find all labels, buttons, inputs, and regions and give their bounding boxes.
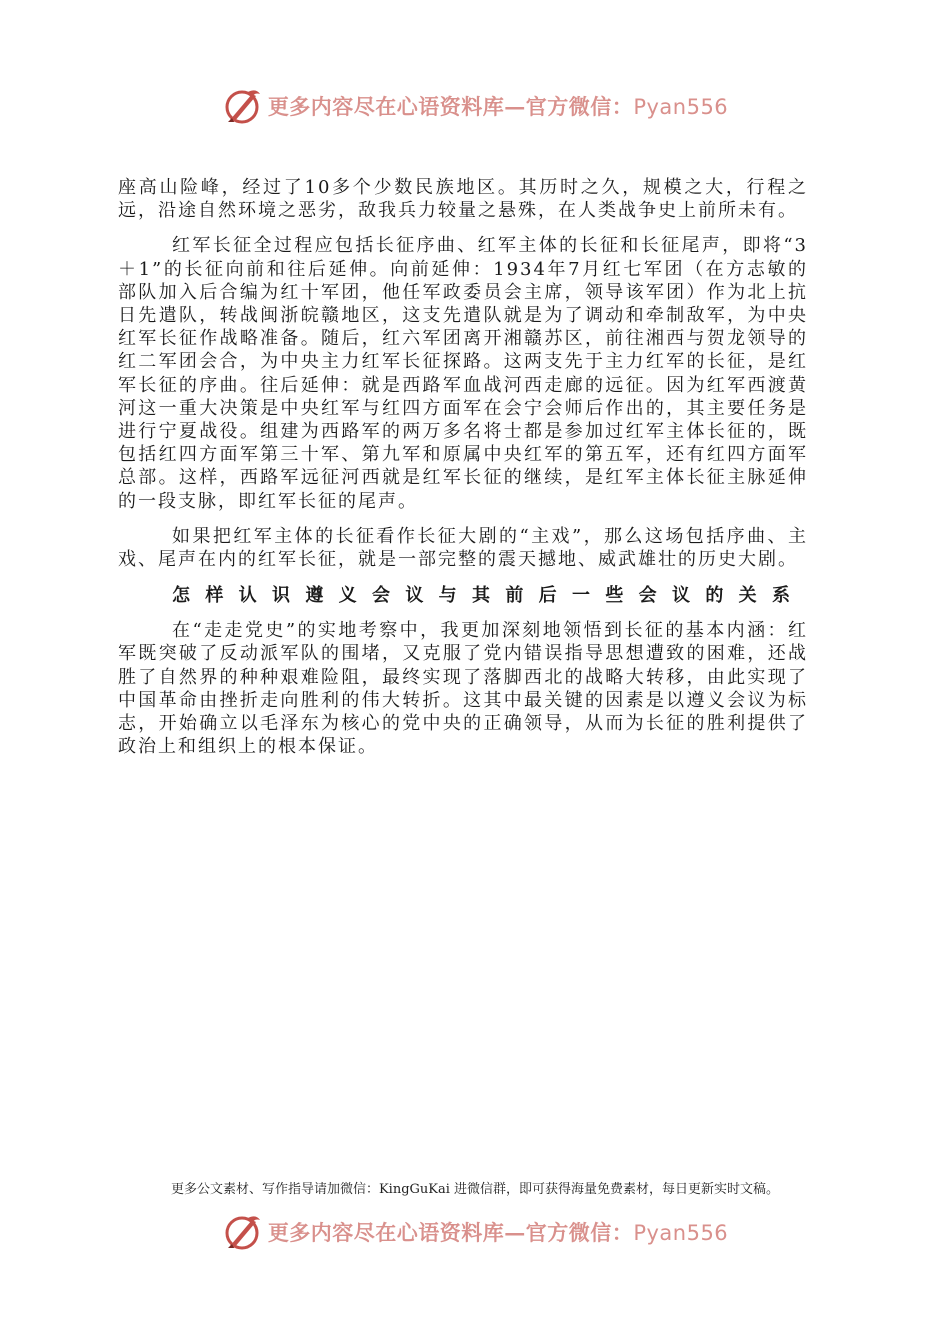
paragraph-3: 如果把红军主体的长征看作长征大剧的“主戏”，那么这场包括序曲、主戏、尾声在内的红军长征，就是一部完整的震天撼地、威武雄壮的历史大剧。 — [118, 525, 808, 571]
watermark-text: 更多内容尽在心语资料库—官方微信：Pyan556 — [267, 94, 729, 119]
watermark-header — [0, 84, 950, 128]
pen-logo-icon — [222, 1212, 262, 1252]
paragraph-4: 在“走走党史”的实地考察中，我更加深刻地领悟到长征的基本内涵：红军既突破了反动派军队的围堵，又克服了党内错误指导思想遭致的困难，还战胜了自然界的种种艰难险阻，最终实现了落脚西北的战略大转移，由此实现了中国革命由挫折走向胜利的伟大转折。这其中最关键的因素是以遵义会议为标志，开始确立以毛泽东为核心的党中央的正确领导，从而为长征的胜利提供了政治上和组织上的根本保证。 — [118, 620, 808, 758]
paragraph-2: 红军长征全过程应包括长征序曲、红军主体的长征和长征尾声，即将“3＋1”的长征向前和往后延伸。向前延伸：1934年7月红七军团（在方志敏的部队加入后合编为红十军团，他任军政委员会主席，领导该军团）作为北上抗日先遣队，转战闽浙皖赣地区，这支先遣队就是为了调动和牵制敌军，为中央红军长征作战略准备。随后，红六军团离开湘赣苏区，前往湘西与贺龙领导的红二军团会合，为中央主力红军长征探路。这两支先于主力红军的长征，是红军长征的序曲。往后延伸：就是西路军血战河西走廊的远征。因为红军西渡黄河这一重大决策是中央红军与红四方面军在会宁会师后作出的，其主要任务是进行宁夏战役。组建为西路军的两万多名将士都是参加过红军主体长征的，既包括红四方面军第三十军、第九军和原属中央红军的第五军，还有红四方面军总部。这样，西路军远征河西就是红军长征的继续，是红军主体长征主脉延伸的一段支脉，即红军长征的尾声。 — [118, 235, 808, 512]
paragraph-1: 座高山险峰，经过了10多个少数民族地区。其历时之久，规模之大，行程之远，沿途自然环境之恶劣，敌我兵力较量之悬殊，在人类战争史上前所未有。 — [118, 177, 808, 222]
document-body — [118, 176, 808, 758]
watermark-text: 更多内容尽在心语资料库—官方微信：Pyan556 — [267, 1220, 729, 1245]
footer-note: 更多公文素材、写作指导请加微信：KingGuKai 进微信群，即可获得海量免费素材，每日更新实时文稿。 — [170, 1182, 780, 1197]
watermark-footer — [0, 1210, 950, 1254]
pen-logo-icon — [222, 86, 262, 126]
section-heading: 怎样认识遵义会议与其前后一些会议的关系 — [172, 585, 792, 607]
